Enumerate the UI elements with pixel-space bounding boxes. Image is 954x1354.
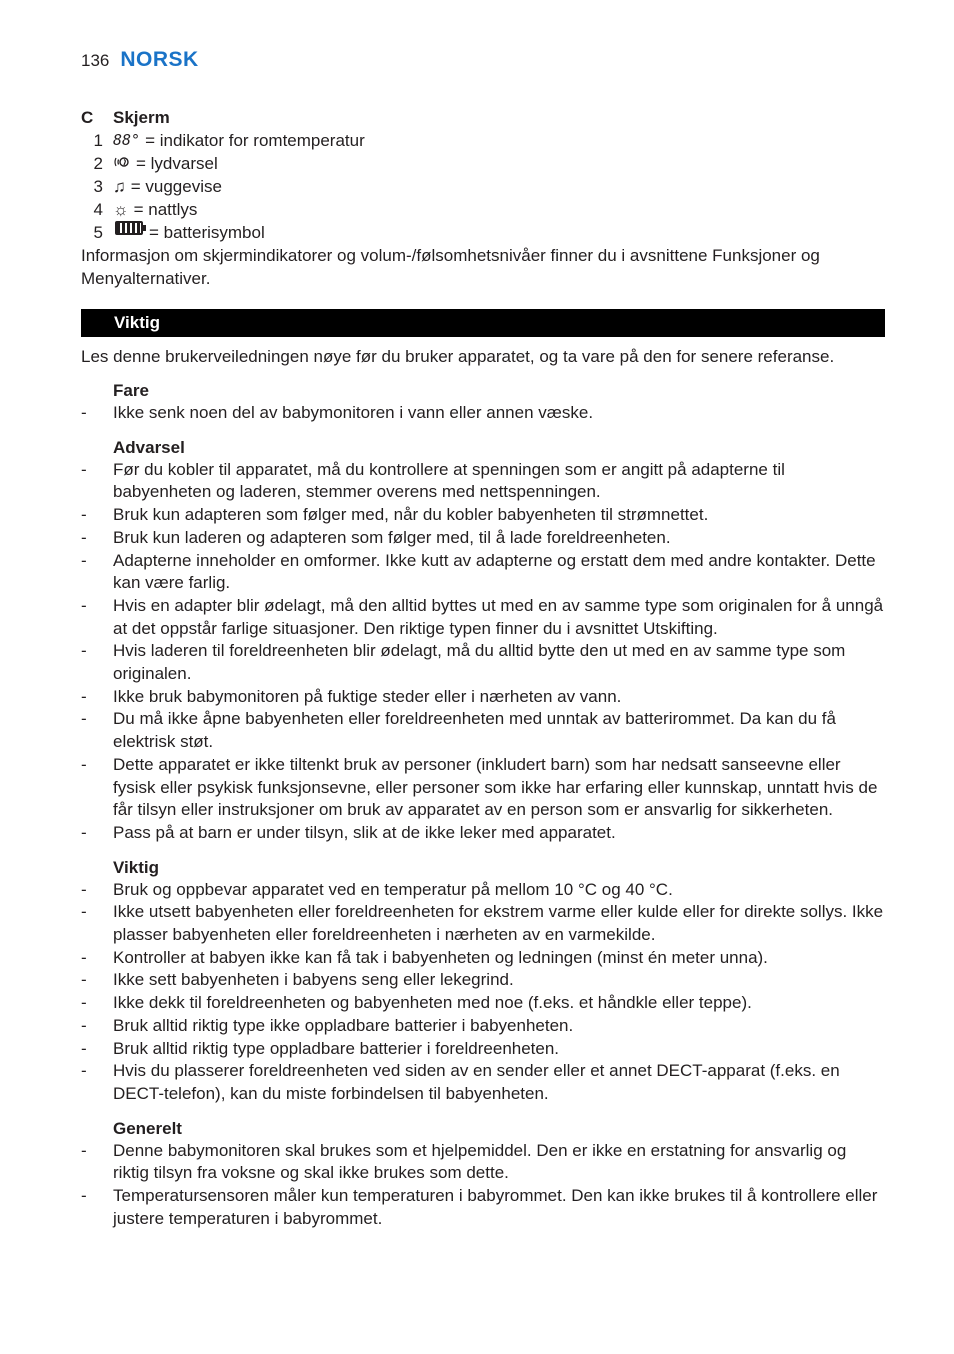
list-item <box>81 969 885 992</box>
dash-marker: - <box>81 822 87 842</box>
night-light-icon: ☼ <box>113 200 129 219</box>
list-item-text: Pass på at barn er under tilsyn, slik at de ikke leker med apparatet. <box>113 822 616 842</box>
section-banner: Viktig <box>81 309 885 337</box>
legend-item: 3 ♫ = vuggevise <box>93 177 222 196</box>
subsection-title: Advarsel <box>113 437 185 457</box>
list-item-text: Ikke bruk babymonitoren på fuktige steder eller i nærheten av vann. <box>113 686 622 706</box>
list-item-text: Bruk alltid riktig type ikke oppladbare batterier i babyenheten. <box>113 1015 574 1035</box>
list-item <box>81 708 885 753</box>
list-item-text: Ikke dekk til foreldreenheten og babyenheten med noe (f.eks. et håndkle eller teppe). <box>113 993 752 1013</box>
list-item <box>81 504 885 527</box>
dash-marker: - <box>81 970 87 990</box>
dash-marker: - <box>81 686 87 706</box>
dash-marker: - <box>81 550 87 570</box>
list-item-text: Bruk og oppbevar apparatet ved en temperatur på mellom 10 °C og 40 °C. <box>113 879 673 899</box>
list-item-text: Bruk kun adapteren som følger med, når du kobler babyenheten til strømnettet. <box>113 505 709 525</box>
list-item-text: Kontroller at babyen ikke kan få tak i babyenheten og ledningen (minst én meter unna). <box>113 947 768 967</box>
dash-marker: - <box>81 1038 87 1058</box>
list-item <box>81 1140 885 1185</box>
list-item-text: Adapterne inneholder en omformer. Ikke kutt av adapterne og erstatt dem med andre kontakter. Dette kan være farlig. <box>113 550 876 593</box>
list-item <box>81 822 885 845</box>
bullet-list <box>81 1140 885 1231</box>
music-note-icon: ♫ <box>113 177 126 196</box>
list-item-text: Ikke senk noen del av babymonitoren i vann eller annen væske. <box>113 403 594 422</box>
dash-marker: - <box>81 1015 87 1035</box>
legend-item: 5 = batterisymbol <box>93 223 265 242</box>
dash-marker: - <box>81 879 87 899</box>
page-content <box>81 107 885 1231</box>
list-item-text: Ikke sett babyenheten i babyens seng eller lekegrind. <box>113 970 514 990</box>
display-info-note: Informasjon om skjermindikatorer og volum-/følsomhetsnivåer finner du i avsnittene Funksjoner og Menyalternativer. <box>81 246 820 288</box>
dash-marker: - <box>81 993 87 1013</box>
bullet-list <box>81 402 885 425</box>
dash-marker: - <box>81 505 87 525</box>
list-item <box>81 879 885 902</box>
list-item <box>81 1185 885 1230</box>
dash-marker: - <box>81 641 87 661</box>
display-legend-list <box>81 129 885 244</box>
list-item <box>81 686 885 709</box>
list-item-text: Hvis laderen til foreldreenheten blir ødelagt, må du alltid bytte den ut med en av samme type som originalen. <box>113 641 846 684</box>
dash-marker: - <box>81 1140 87 1160</box>
dash-marker: - <box>81 902 87 922</box>
page-header <box>81 48 199 72</box>
dash-marker: - <box>81 403 87 422</box>
list-item-text: Hvis du plasserer foreldreenheten ved siden av en sender eller et annet DECT-apparat (f.eks. en DECT-telefon), kan du miste forbindelsen til babyenheten. <box>113 1061 840 1103</box>
page-number: 136 <box>81 51 110 70</box>
list-item-text: Før du kobler til apparatet, må du kontrollere at spenningen som er angitt på adapterne til babyenheten og laderen, stemmer overens med nettspenningen. <box>113 459 785 502</box>
list-item <box>81 1060 885 1105</box>
list-item <box>81 901 885 946</box>
dash-marker: - <box>81 709 87 729</box>
list-item <box>81 992 885 1015</box>
list-item-text: Ikke utsett babyenheten eller foreldreenheten for ekstrem varme eller kulde eller for direkte sollys. Ikke plasser babyenheten eller foreldreenheten i nærheten av en varmekilde. <box>113 902 884 945</box>
battery-icon <box>115 221 143 235</box>
seven-segment-temp-icon: 88° <box>113 131 141 149</box>
language-title: NORSK <box>120 48 199 71</box>
subsection-title: Fare <box>113 381 149 400</box>
list-item-text: Bruk alltid riktig type oppladbare batterier i foreldreenheten. <box>113 1038 560 1058</box>
list-item <box>81 754 885 822</box>
dash-marker: - <box>81 595 87 615</box>
list-item <box>81 595 885 640</box>
list-item <box>81 459 885 504</box>
list-item <box>81 1038 885 1061</box>
dash-marker: - <box>81 459 87 479</box>
sound-alert-icon <box>113 152 131 175</box>
list-item <box>81 947 885 970</box>
list-item <box>81 402 885 425</box>
dash-marker: - <box>81 1061 87 1081</box>
legend-item: 1 88° = indikator for romtemperatur <box>93 131 365 150</box>
list-item-text: Du må ikke åpne babyenheten eller foreldreenheten med unntak av batterirommet. Da kan du få elektrisk støt. <box>113 709 836 752</box>
section-letter: C <box>81 108 94 127</box>
legend-item: 2 = lydvarsel <box>93 154 218 173</box>
intro-paragraph: Les denne brukerveiledningen nøye før du bruker apparatet, og ta vare på den for senere referanse. <box>81 347 835 366</box>
list-item-text: Bruk kun laderen og adapteren som følger med, til å lade foreldreenheten. <box>113 527 671 547</box>
list-item <box>81 1015 885 1038</box>
dash-marker: - <box>81 754 87 774</box>
section-title: Skjerm <box>113 108 170 127</box>
list-item <box>81 527 885 550</box>
safety-groups <box>81 379 885 1231</box>
list-item-text: Dette apparatet er ikke tiltenkt bruk av personer (inkludert barn) som har nedsatt sanseevne eller fysisk eller psykisk funksjonsevne, eller personer som ikke har erfaring eller kunnskap, unntatt hvis de får tilsyn eller instruksjoner om bruk av apparatet av en person som er ansvarlig for sikkerheten. <box>113 754 878 820</box>
dash-marker: - <box>81 947 87 967</box>
dash-marker: - <box>81 1186 87 1206</box>
subsection-title: Viktig <box>113 857 159 877</box>
section-c-heading <box>81 107 885 129</box>
legend-item: 4 ☼ = nattlys <box>93 200 198 219</box>
bullet-list <box>81 879 885 1106</box>
subsection-title: Generelt <box>113 1118 182 1138</box>
list-item <box>81 550 885 595</box>
list-item-text: Temperatursensoren måler kun temperaturen i babyrommet. Den kan ikke brukes til å kontrollere eller justere temperaturen i babyrommet. <box>113 1186 878 1228</box>
dash-marker: - <box>81 527 87 547</box>
list-item <box>81 640 885 685</box>
bullet-list <box>81 459 885 845</box>
list-item-text: Hvis en adapter blir ødelagt, må den alltid byttes ut med en av samme type som originalen for å unngå at det oppstår farlige situasjoner. Den riktige typen finner du i avsnittet Utskifting. <box>113 595 884 638</box>
list-item-text: Denne babymonitoren skal brukes som et hjelpemiddel. Den er ikke en erstatning for ansvarlig og riktig tilsyn fra voksne og skal ikke brukes som dette. <box>113 1140 847 1183</box>
